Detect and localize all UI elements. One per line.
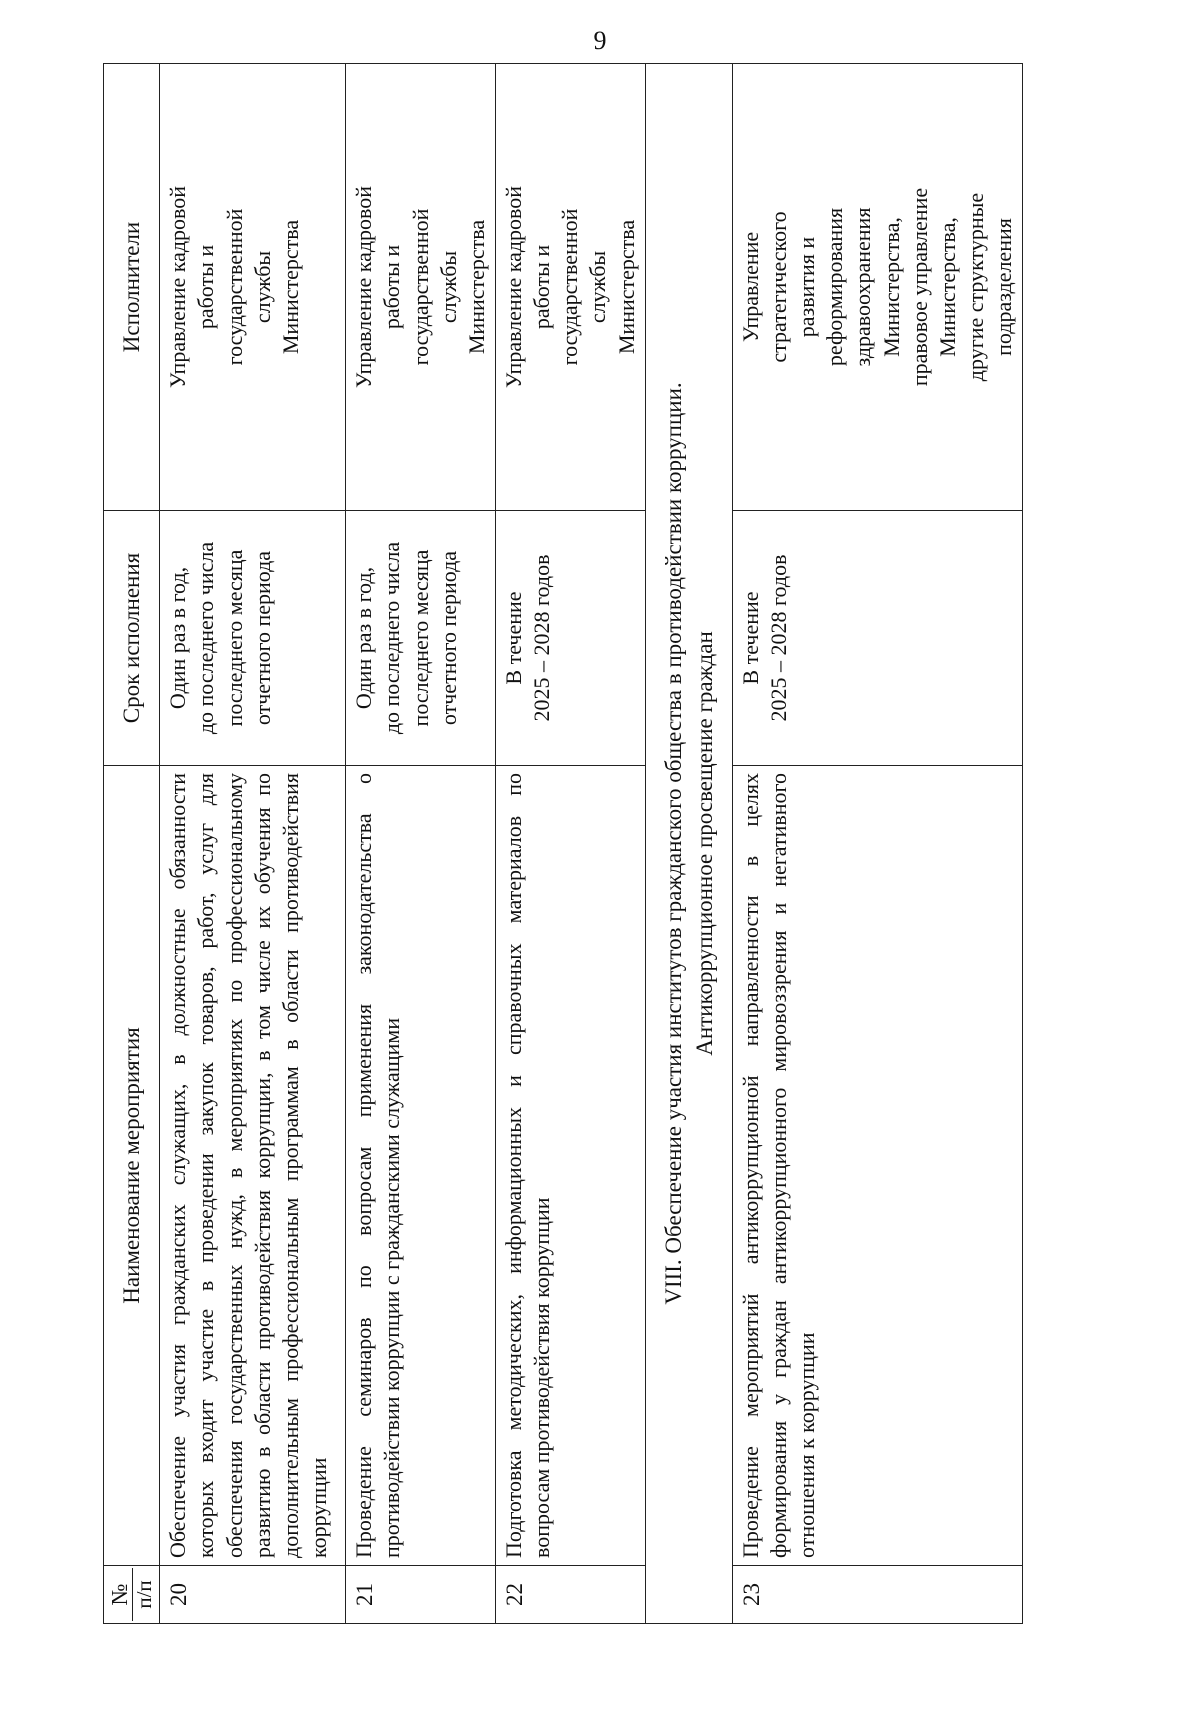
table-row (732, 64, 1023, 1624)
header-number (104, 1566, 160, 1624)
table-header-row (104, 64, 160, 1624)
section-title: VIII. Обеспечение участия институтов гражданского общества в противодействии коррупции. (660, 382, 686, 1305)
table-row (160, 64, 346, 1624)
row-number: 21 (346, 1566, 496, 1624)
header-deadline: Срок исполнения (104, 511, 160, 766)
table-row (495, 64, 645, 1624)
header-number-pp: п/п (132, 1568, 155, 1621)
row-number: 23 (732, 1566, 1023, 1624)
row-executors: Управление кадровой работы и государственной службы Министерства (495, 64, 645, 511)
row-executors: Управление стратегического развития и реформирования здравоохранения Министерства, правовое управление Министерства, другие структурные подразделения (732, 64, 1023, 511)
rotated-page-content (103, 64, 1200, 1624)
section-subtitle: Антикоррупционное просвещение граждан (691, 631, 717, 1056)
header-name: Наименование мероприятия (104, 766, 160, 1566)
page-number: 9 (593, 26, 607, 55)
measures-table (103, 63, 1023, 1624)
row-number: 22 (495, 1566, 645, 1624)
row-number: 20 (160, 1566, 346, 1624)
row-executors: Управление кадровой работы и государственной службы Министерства (346, 64, 496, 511)
section-heading (645, 64, 732, 1624)
row-name: Обеспечение участия гражданских служащих, в должностные обязанности которых входит участие в проведении закупок товаров, работ, услуг для обеспечения государственных нужд, в мероприятиях по профессиональному развитию в области противодействия коррупции, в том числе их обучения по дополнительным профессиональным программам в области противодействия коррупции (160, 766, 346, 1566)
table-row (346, 64, 496, 1624)
row-deadline: Один раз в год, до последнего числа последнего месяца отчетного периода (346, 511, 496, 766)
row-name: Проведение мероприятий антикоррупционной направленности в целях формирования у граждан антикоррупционного мировоззрения и негативного отношения к коррупции (732, 766, 1023, 1566)
row-deadline: В течение 2025 – 2028 годов (495, 511, 645, 766)
row-executors: Управление кадровой работы и государственной службы Министерства (160, 64, 346, 511)
row-name: Проведение семинаров по вопросам применения законодательства о противодействии коррупции с гражданскими служащими (346, 766, 496, 1566)
header-executors: Исполнители (104, 64, 160, 511)
row-deadline: В течение 2025 – 2028 годов (732, 511, 1023, 766)
row-name: Подготовка методических, информационных и справочных материалов по вопросам противодействия коррупции (495, 766, 645, 1566)
row-deadline: Один раз в год, до последнего числа последнего месяца отчетного периода (160, 511, 346, 766)
header-number-sign: № (107, 1583, 132, 1606)
section-row (645, 64, 732, 1624)
